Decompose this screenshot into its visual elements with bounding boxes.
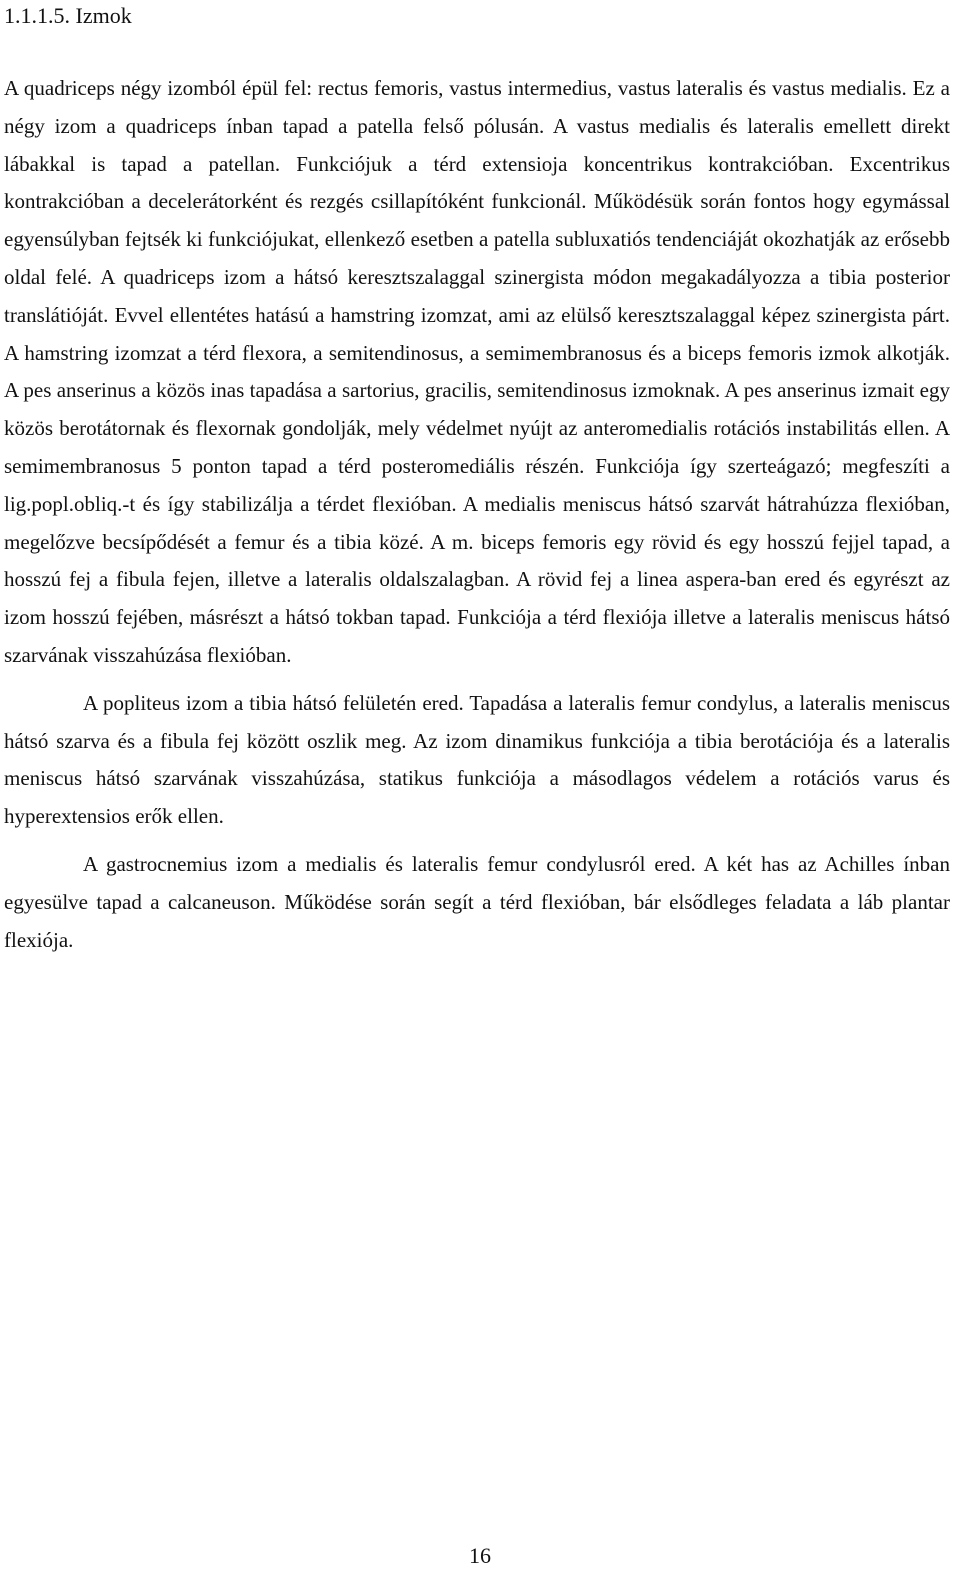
- paragraph-quadriceps: A quadriceps négy izomból épül fel: rectus femoris, vastus intermedius, vastus lateralis és vastus medialis. Ez a négy izom a quadriceps ínban tapad a patella felső pólusán. A vastus medialis és lateralis emellett direkt lábakkal is tapad a patellan. Funkciójuk a térd extensioja koncentrikus kontrakcióban. Excentrikus kontrakcióban a decelerátorként és rezgés csillapítóként funkcionál. Működésük során fontos hogy egymással egyensúlyban fejtsék ki funkciójukat, ellenkező esetben a patella subluxatiós tendenciáját okozhatják az erősebb oldal felé. A quadriceps izom a hátsó keresztszalaggal szinergista módon megakadályozza a tibia posterior translátióját. Evvel ellentétes hatású a hamstring izomzat, ami az elülső keresztszalaggal képez szinergista párt. A hamstring izomzat a térd flexora, a semitendinosus, a semimembranosus és a biceps femoris izmok alkotják. A pes anserinus a közös inas tapadása a sartorius, gracilis, semitendinosus izmoknak. A pes anserinus izmait egy közös berotátornak és flexornak gondolják, mely védelmet nyújt az anteromedialis rotációs instabilitás ellen. A semimembranosus 5 ponton tapad a térd posteromediális részén. Funkciója így szerteágazó; megfeszíti a lig.popl.obliq.-t és így stabilizálja a térdet flexióban. A medialis meniscus hátsó szarvát hátrahúzza flexióban, megelőzve becsípődését a femur és a tibia közé. A m. biceps femoris egy rövid és egy hosszú fejjel tapad, a hosszú fej a fibula fejen, illetve a lateralis oldalszalagban. A rövid fej a linea aspera-ban ered és egyrészt az izom hosszú fejében, másrészt a hátsó tokban tapad. Funkciója a térd flexiója illetve a lateralis meniscus hátsó szarvának visszahúzása flexióban.: [4, 76, 950, 667]
- page-number: 16: [469, 1543, 491, 1568]
- paragraph-popliteus: A popliteus izom a tibia hátsó felületén ered. Tapadása a lateralis femur condylus, a lateralis meniscus hátsó szarva és a fibula fej között oszlik meg. Az izom dinamikus funkciója a tibia berotációja és a lateralis meniscus hátsó szarvának visszahúzása, statikus funkciója a másodlagos védelem a rotációs varus és hyperextensios erők ellen.: [4, 690, 950, 829]
- section-heading: 1.1.1.5. Izmok: [4, 3, 132, 28]
- document-page: [4, 0, 950, 959]
- paragraph-gastrocnemius: A gastrocnemius izom a medialis és lateralis femur condylusról ered. A két has az Achilles ínban egyesülve tapad a calcaneuson. Működése során segít a térd flexióban, bár elsődleges feladata a láb plantar flexiója.: [4, 851, 950, 952]
